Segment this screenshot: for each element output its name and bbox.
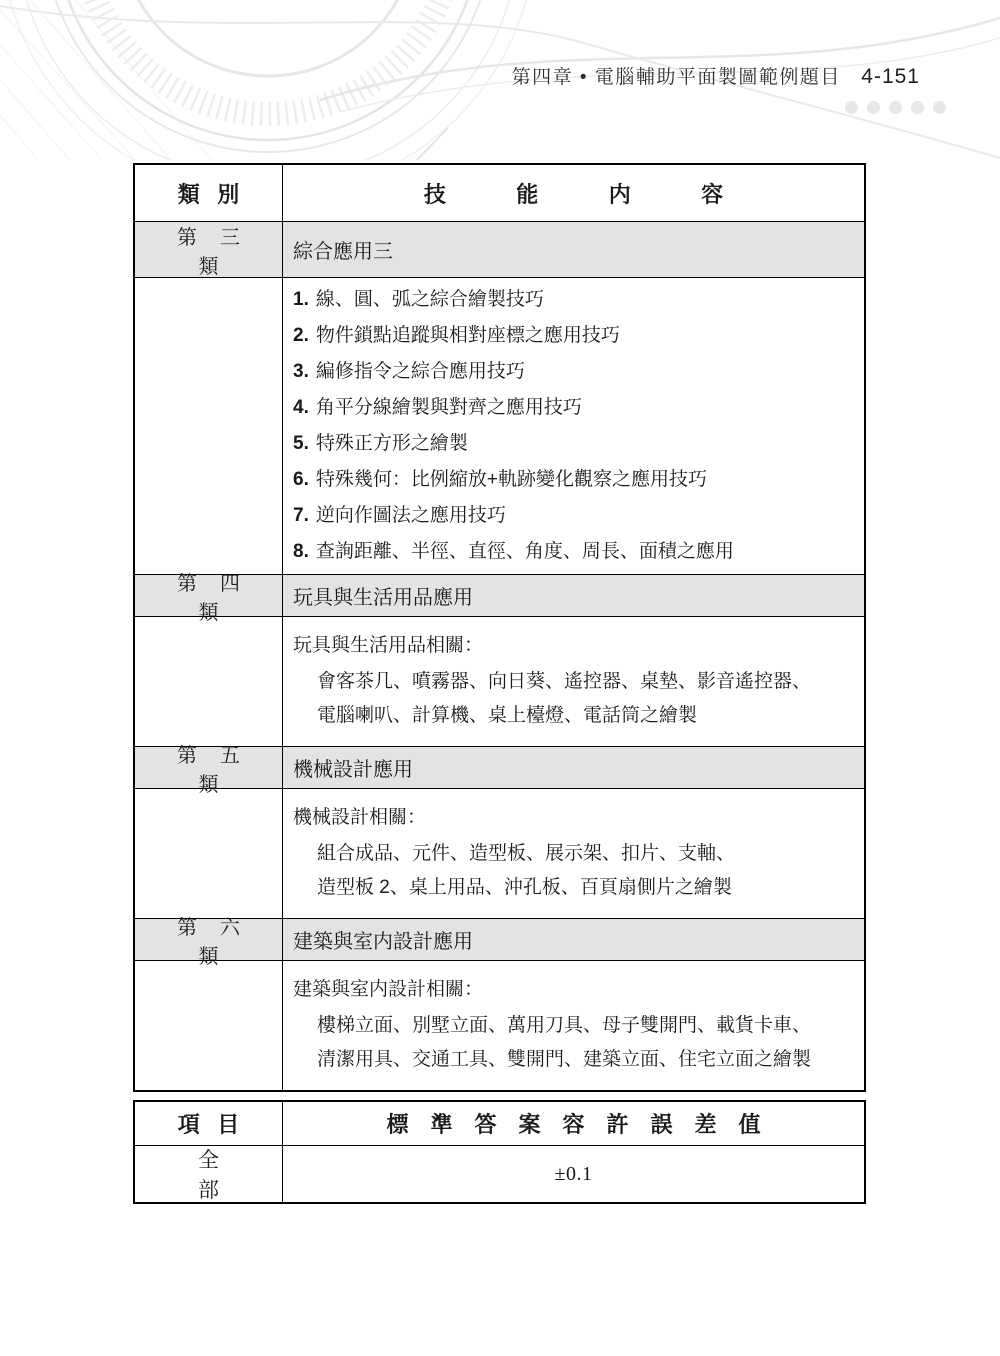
tolerance-table-header-row — [135, 1102, 864, 1146]
column-header-item: 項目 — [135, 1102, 283, 1145]
dot-icon — [933, 101, 946, 114]
category-row-5 — [135, 744, 864, 796]
dot-icon — [867, 101, 880, 114]
category-label: 第五類 — [135, 747, 283, 788]
tolerance-value: ±0.1 — [554, 1162, 593, 1185]
detail-line: 會客茶几、噴霧器、向日葵、遙控器、桌墊、影音遙控器、 — [317, 671, 812, 692]
category-title: 玩具與生活用品應用 — [293, 587, 473, 609]
item-text: 角平分線繪製與對齊之應用技巧 — [315, 397, 582, 418]
item-number: 1. — [293, 289, 309, 310]
detail-intro: 機械設計相關： — [293, 807, 427, 828]
skill-item — [293, 354, 858, 390]
item-number: 2. — [293, 325, 309, 346]
item-text: 查詢距離、半徑、直徑、角度、周長、面積之應用 — [315, 541, 734, 562]
detail-intro: 玩具與生活用品相關： — [293, 635, 484, 656]
detail-line: 組合成品、元件、造型板、展示架、扣片、支軸、 — [317, 843, 736, 864]
detail-row-4 — [135, 617, 864, 747]
empty-cell — [135, 961, 283, 1090]
item-number: 3. — [293, 361, 309, 382]
category-row-6 — [135, 916, 864, 968]
skill-item — [293, 318, 858, 354]
category-label: 第六類 — [135, 919, 283, 960]
skill-item — [293, 462, 858, 498]
dot-icon — [845, 101, 858, 114]
tolerance-row — [135, 1146, 864, 1202]
empty-cell — [135, 617, 283, 746]
category-row-4 — [135, 572, 864, 624]
skill-item — [293, 390, 858, 426]
category-title: 建築與室内設計應用 — [293, 931, 473, 953]
empty-cell — [135, 789, 283, 918]
item-text: 特殊正方形之繪製 — [315, 433, 468, 454]
detail-line: 樓梯立面、別墅立面、萬用刀具、母子雙開門、載貨卡車、 — [317, 1015, 812, 1036]
category-title: 機械設計應用 — [293, 759, 413, 781]
skill-item — [293, 498, 858, 534]
detail-line: 造型板 2、桌上用品、沖孔板、百頁扇側片之繪製 — [317, 877, 732, 898]
item-text: 特殊幾何：比例縮放+軌跡變化觀察之應用技巧 — [315, 469, 707, 490]
skills-table — [133, 163, 866, 1092]
skill-item — [293, 426, 858, 462]
item-number: 5. — [293, 433, 309, 454]
detail-block — [283, 617, 864, 746]
column-header-content: 技能内容 — [423, 181, 794, 207]
empty-cell — [135, 278, 283, 574]
skill-item-list — [283, 278, 864, 574]
dot-icon — [889, 101, 902, 114]
skills-table-header-row — [135, 165, 864, 222]
item-number: 6. — [293, 469, 309, 490]
detail-line: 清潔用具、交通工具、雙開門、建築立面、住宅立面之繪製 — [317, 1049, 812, 1070]
item-number: 4. — [293, 397, 309, 418]
detail-row-3 — [135, 278, 864, 575]
skill-item — [293, 282, 858, 318]
tolerance-table — [133, 1100, 866, 1204]
item-number: 8. — [293, 541, 309, 562]
detail-block — [283, 789, 864, 918]
header-dots — [845, 101, 946, 114]
page-header — [0, 62, 920, 89]
category-label: 第四類 — [135, 575, 283, 616]
item-text: 逆向作圖法之應用技巧 — [315, 505, 506, 526]
chapter-title: 第四章 • 電腦輔助平面製圖範例題目 — [511, 67, 841, 88]
item-text: 編修指令之綜合應用技巧 — [315, 361, 525, 382]
item-number: 7. — [293, 505, 309, 526]
item-text: 物件鎖點追蹤與相對座標之應用技巧 — [315, 325, 620, 346]
item-text: 線、圓、弧之綜合繪製技巧 — [315, 289, 544, 310]
dot-icon — [911, 101, 924, 114]
column-header-tolerance: 標準答案容許誤差值 — [386, 1112, 783, 1137]
tolerance-item-label: 全部 — [135, 1146, 283, 1202]
detail-intro: 建築與室内設計相關： — [293, 979, 484, 1000]
category-row-3 — [135, 222, 864, 278]
category-label: 第三類 — [135, 222, 283, 277]
page-number: 4-151 — [861, 65, 920, 88]
skill-item — [293, 534, 858, 570]
detail-line: 電腦喇叭、計算機、桌上檯燈、電話筒之繪製 — [317, 705, 698, 726]
detail-row-6 — [135, 961, 864, 1090]
detail-block — [283, 961, 864, 1090]
detail-row-5 — [135, 789, 864, 919]
column-header-category: 類別 — [135, 165, 283, 221]
category-title: 綜合應用三 — [293, 241, 393, 263]
